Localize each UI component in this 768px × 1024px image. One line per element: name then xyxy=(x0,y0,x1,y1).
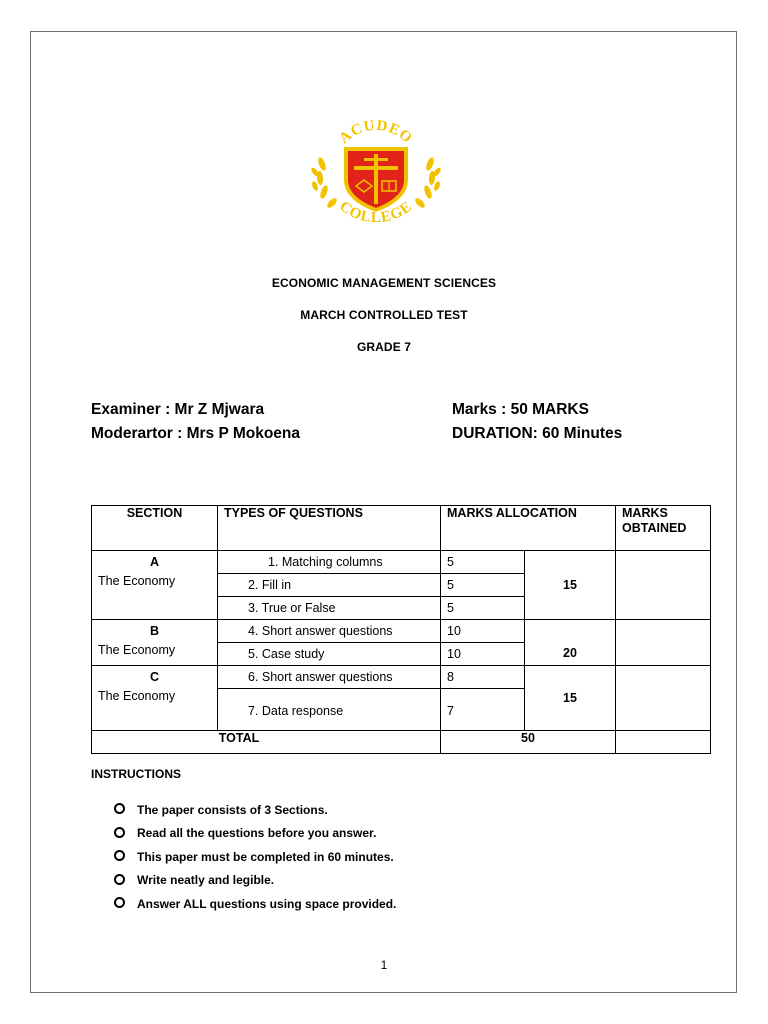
question-marks: 5 xyxy=(441,551,525,574)
marks-table xyxy=(91,505,711,754)
question-marks: 8 xyxy=(441,666,525,689)
logo-top-text: ACUDEO xyxy=(336,120,416,147)
laurel-left-icon xyxy=(310,156,338,209)
question-text: 6. Short answer questions xyxy=(218,666,441,689)
marks-obtained-cell[interactable] xyxy=(616,620,711,666)
bullet-icon xyxy=(114,897,125,908)
marks-info: Marks : 50 MARKS xyxy=(452,401,589,418)
header-allocation: MARKS ALLOCATION xyxy=(441,506,616,551)
instructions-list xyxy=(114,798,396,916)
question-marks: 5 xyxy=(441,597,525,620)
shield-icon xyxy=(344,147,408,212)
table-row xyxy=(92,620,711,643)
question-marks: 10 xyxy=(441,620,525,643)
marks-obtained-cell[interactable] xyxy=(616,551,711,620)
bullet-icon xyxy=(114,803,125,814)
header-section: SECTION xyxy=(92,506,218,551)
question-marks: 7 xyxy=(441,689,525,731)
instructions-title: INSTRUCTIONS xyxy=(91,767,181,781)
subject-heading: ECONOMIC MANAGEMENT SCIENCES xyxy=(271,276,497,290)
section-subtotal: 15 xyxy=(525,666,616,731)
section-name: The Economy xyxy=(98,574,176,588)
question-text: 7. Data response xyxy=(218,689,441,731)
section-name: The Economy xyxy=(98,689,176,703)
question-text: 1. Matching columns xyxy=(218,551,441,574)
section-subtotal: 20 xyxy=(525,620,616,666)
grade-heading: GRADE 7 xyxy=(356,340,412,354)
question-marks: 5 xyxy=(441,574,525,597)
question-text: 4. Short answer questions xyxy=(218,620,441,643)
section-b-cell xyxy=(92,620,218,666)
list-item: Read all the questions before you answer. xyxy=(114,822,396,846)
question-marks: 10 xyxy=(441,643,525,666)
question-text: 3. True or False xyxy=(218,597,441,620)
table-row xyxy=(92,666,711,689)
total-obtained-cell[interactable] xyxy=(616,731,711,754)
section-a-cell xyxy=(92,551,218,620)
section-letter: C xyxy=(149,670,160,684)
duration-info: DURATION: 60 Minutes xyxy=(452,425,623,442)
list-item: Write neatly and legible. xyxy=(114,869,396,893)
test-heading: MARCH CONTROLLED TEST xyxy=(300,308,468,322)
total-row xyxy=(92,731,711,754)
page-number: 1 xyxy=(380,958,388,972)
laurel-right-icon xyxy=(414,156,442,209)
header-obtained: MARKS OBTAINED xyxy=(616,506,711,551)
header-types: TYPES OF QUESTIONS xyxy=(218,506,441,551)
logo-bottom-text: COLLEGE xyxy=(336,198,416,224)
marks-obtained-cell[interactable] xyxy=(616,666,711,731)
section-subtotal: 15 xyxy=(525,551,616,620)
total-value: 50 xyxy=(441,731,616,754)
section-c-cell xyxy=(92,666,218,731)
section-letter: A xyxy=(149,555,160,569)
question-text: 5. Case study xyxy=(218,643,441,666)
section-name: The Economy xyxy=(98,643,176,657)
bullet-icon xyxy=(114,850,125,861)
total-label: TOTAL xyxy=(92,731,441,754)
table-header-row xyxy=(92,506,711,551)
list-item: This paper must be completed in 60 minutes. xyxy=(114,845,396,869)
examiner-info: Examiner : Mr Z Mjwara xyxy=(91,401,265,418)
college-logo xyxy=(308,120,444,224)
section-letter: B xyxy=(149,624,160,638)
list-item: The paper consists of 3 Sections. xyxy=(114,798,396,822)
table-row xyxy=(92,551,711,574)
question-text: 2. Fill in xyxy=(218,574,441,597)
list-item: Answer ALL questions using space provided. xyxy=(114,892,396,916)
bullet-icon xyxy=(114,827,125,838)
moderator-info: Moderartor : Mrs P Mokoena xyxy=(91,425,301,442)
bullet-icon xyxy=(114,874,125,885)
